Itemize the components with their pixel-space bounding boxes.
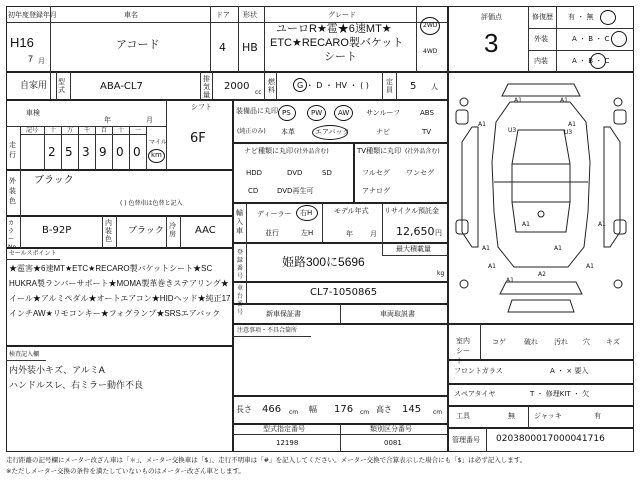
navi-option: SD [322, 169, 332, 177]
model-code: ABA-CL7 [100, 81, 143, 92]
capacity-label: 定員 [386, 78, 393, 94]
spare-tire-label: スペアタイヤ [454, 390, 496, 398]
place-header: 一 [135, 127, 142, 134]
navi-option: HDD [246, 169, 263, 177]
first-registration-year: H16 [10, 35, 34, 50]
persons-unit: 人 [431, 83, 438, 91]
first-registration-label: 初年度登録年月 [8, 11, 57, 19]
drive-2wd: 2WD [423, 22, 438, 29]
color-no-label: カラー No. [8, 220, 18, 251]
mileage-digit: 3 [82, 145, 90, 159]
jack-label: ジャッキ [534, 412, 562, 420]
score-label: 評価点 [481, 13, 502, 21]
type-cert-label: 型式指定番号 [263, 425, 305, 433]
navi-option: DVD [287, 169, 303, 177]
repair-none-circle [600, 10, 616, 25]
import-dealer: ディーラー [257, 210, 292, 218]
color-change-note: ( ) 色替車は色替と記入 [120, 200, 183, 207]
displacement-label: 排気量 [203, 75, 210, 99]
color-no-value: B-92P [42, 225, 72, 236]
registration-label: 登録番号 [237, 249, 244, 280]
drive-4wd: 4WD [423, 48, 438, 55]
car-name-label: 車名 [124, 11, 138, 19]
tool-label: 工具 [456, 412, 470, 420]
fuel-options: G ・ D ・ HV ・ ( ) [297, 81, 369, 90]
exterior-rating-label: 外装 [534, 35, 548, 43]
divider [210, 6, 211, 72]
import-label: 輸入車 [236, 209, 243, 235]
class-value: 0081 [384, 439, 402, 447]
inspection-label: 車検 [26, 109, 40, 117]
doors-value: 4 [219, 41, 226, 54]
tv-type-label: TV種類に丸印 [357, 147, 402, 155]
grade-line-3: シート [324, 51, 357, 63]
place-header: 記号 [26, 127, 39, 134]
notice-label: 注意事項・不具合箇所 [237, 327, 298, 334]
damage-label: A2 [538, 271, 546, 278]
shift-label: シフト [191, 103, 212, 111]
footer-note-2: ※ただしメーター交換の条件を満たしていないものはメーター改ざん車とします。 [6, 467, 245, 475]
inspection-month-unit: 月 [146, 116, 153, 124]
month-unit: 月 [38, 57, 45, 65]
manual-label: 車両取説書 [380, 310, 415, 318]
inspection-year-unit: 年 [104, 116, 111, 124]
equipment-label: 装備品に丸印 [236, 107, 278, 115]
capacity-value: 5 [410, 81, 417, 92]
jack-value: 有 [594, 412, 601, 420]
damage-label: U3 [508, 127, 517, 134]
seat-condition: キズ [606, 338, 620, 346]
footer-note-1: 走行距離の記号欄にメーター改ざん車は「＊」、メーター交換車は「$」、走行不明車は「#」を記入してください。メーター交換で合算表示した場合にも「$」は必ず記入します。 [6, 456, 527, 464]
tv-type-note: (社外品含む) [405, 148, 440, 155]
warranty-label: 新車保証書 [266, 310, 301, 318]
shift-value: 6F [190, 131, 206, 146]
front-glass-label: フロントガラス [454, 367, 503, 375]
mileage-digit: 5 [65, 145, 73, 159]
tv-option: ワンセグ [406, 169, 434, 177]
usage-type: 自家用 [20, 81, 48, 91]
sales-point-line: ★雹害★6速MT★ETC★RECARO製バケットシート★SC [9, 264, 213, 273]
yen-unit: 円 [435, 229, 442, 237]
equipment-leather: 本革 [281, 128, 295, 136]
model-code-label: 型式 [58, 78, 65, 94]
management-label: 管理番号 [452, 436, 480, 444]
damage-label: A1 [598, 221, 606, 228]
sales-point-line: イール★アルミペダル★オートエアコン★HIDヘッド★純正17 [9, 294, 231, 303]
fuel-label: 燃料 [268, 78, 275, 94]
recycle-label: リサイクル預託金 [384, 207, 440, 215]
ac-label: 冷房 [169, 222, 176, 238]
damage-label: U3 [564, 129, 573, 136]
navi-option: CD [248, 187, 259, 195]
cm-unit: cm [433, 409, 443, 416]
class-label: 類別区分番号 [370, 425, 412, 433]
sales-point-line: インチAW★リモコンキー★フォグランプ★SRSエアバック [9, 309, 221, 318]
width-value: 176 [334, 404, 354, 415]
interior-color-value: ブラック [128, 225, 164, 235]
mile-label: マイル [149, 139, 167, 146]
spare-tire-options: T ・ 修理KIT ・ 欠 [530, 390, 590, 398]
notice-block [233, 324, 448, 396]
damage-label: A1 [560, 97, 568, 104]
mileage-digit: 9 [99, 145, 107, 159]
car-damage-diagram [448, 72, 634, 324]
grade-line-2: ETC★RECARO製バケット [270, 37, 404, 49]
management-number: 0203800017000041716 [496, 434, 605, 444]
length-label: 長さ [236, 405, 252, 414]
equipment-sunroof: サンルーフ [366, 109, 401, 117]
exterior-c-circle [611, 31, 627, 47]
score-value: 3 [484, 28, 499, 58]
seat-condition: 汚れ [554, 338, 568, 346]
seat-condition: コゲ [492, 338, 506, 346]
kg-unit: kg [437, 270, 445, 277]
model-year-unit: 年 [346, 230, 353, 238]
exterior-color-value: ブラック [34, 175, 74, 186]
grade-line-1: ユーロR★雹★6速MT★ [276, 23, 392, 35]
interior-rating-label: 内装 [534, 57, 548, 65]
equipment-sub-label: (純正のみ) [237, 128, 266, 135]
registration-number: 姫路300に5696 [282, 255, 365, 269]
place-header: 万 [67, 127, 74, 134]
damage-label: A1 [506, 277, 514, 284]
navi-type-label: ナビ種類に丸印 [244, 147, 293, 155]
model-year-label: モデル年式 [334, 207, 369, 215]
mileage-digit: 2 [48, 145, 56, 159]
tv-option: アナログ [362, 187, 390, 195]
inspector-line-2: ハンドルスレ、右ミラー動作不良 [9, 380, 144, 390]
max-load-label: 最大積載量 [396, 245, 431, 253]
navi-type-note: (社外品含む) [294, 148, 329, 155]
interior-seat-label: 室内シート [456, 337, 470, 365]
sales-point-label: セールスポイント [9, 250, 57, 257]
equipment-navi: ナビ [376, 128, 390, 136]
sales-point-line: HUKRA製ランバーサポート★MOMA製革巻きステアリング★ [9, 279, 229, 288]
exterior-rating-options: A ・ B ・ C [572, 35, 610, 43]
damage-label: A1 [554, 245, 562, 252]
width-label: 幅 [309, 405, 317, 414]
equipment-ps: PS [282, 109, 291, 117]
model-month-unit: 月 [370, 230, 377, 238]
vin-value: CL7-1050865 [310, 287, 378, 298]
equipment-tv: TV [422, 128, 432, 136]
equipment-abs: ABS [420, 109, 434, 117]
place-header: 百 [101, 127, 108, 134]
equipment-aw: AW [338, 109, 350, 117]
inspector-label: 検査記入欄 [9, 351, 40, 358]
shape-value: HB [242, 41, 258, 54]
divider [416, 6, 417, 72]
place-header: 十 [50, 127, 57, 134]
km-label: km [151, 151, 162, 159]
first-registration-month: 7 [28, 54, 34, 64]
seat-condition: 破れ [524, 338, 538, 346]
damage-label: A1 [522, 221, 530, 228]
mileage-digit: 0 [116, 145, 124, 159]
exterior-color-label: 外装色 [9, 177, 16, 205]
equipment-pw: PW [311, 109, 323, 117]
import-left-h: 左H [301, 229, 314, 237]
place-header: 十 [118, 127, 125, 134]
damage-label: A1 [568, 121, 576, 128]
vin-label: 車台番号 [237, 285, 244, 316]
recycle-value: 12,650 [396, 225, 435, 238]
cc-unit: cc [255, 89, 262, 96]
displacement-value: 2000 [224, 81, 250, 92]
divider [264, 6, 265, 72]
mileage-digit: 0 [133, 145, 141, 159]
travel-label: 走行 [9, 141, 16, 159]
import-parallel: 並行 [265, 229, 279, 237]
damage-label: A1 [488, 263, 496, 270]
doors-label: ドア [216, 11, 230, 19]
grade-label: グレード [328, 11, 356, 19]
tool-value: 無 [508, 412, 515, 420]
tv-option: フルセグ [362, 169, 390, 177]
inspector-block [6, 346, 233, 452]
damage-label: A1 [478, 121, 486, 128]
height-value: 145 [402, 404, 422, 415]
repair-history-options: 有 ・ 無 [568, 13, 594, 21]
seat-condition: 穴 [583, 338, 590, 346]
import-right-h: 右H [300, 209, 313, 217]
inspector-line-1: 内外装小キズ、アルミA [9, 365, 105, 375]
front-glass-options: A ・ × 要入 [550, 367, 589, 375]
height-label: 高さ [376, 405, 392, 414]
interior-b-circle [590, 53, 606, 69]
damage-label: A1 [482, 245, 490, 252]
ac-value: AAC [195, 225, 216, 236]
cm-unit: cm [360, 409, 370, 416]
damage-label: A1 [586, 263, 594, 270]
shape-label: 形状 [243, 11, 257, 19]
navi-option: DVD再生可 [277, 187, 314, 195]
length-value: 466 [262, 404, 282, 415]
type-cert-value: 12198 [276, 439, 299, 447]
interior-rating-options: A ・ B ・ C [572, 57, 610, 65]
repair-history-label: 修復歴 [532, 13, 553, 21]
divider [238, 6, 239, 72]
interior-color-label: 内装色 [105, 219, 112, 243]
car-name: アコード [116, 39, 160, 51]
cm-unit: cm [289, 409, 299, 416]
damage-label: A1 [514, 97, 522, 104]
equipment-airbag: エアバック [315, 128, 350, 136]
place-header: 千 [84, 127, 91, 134]
